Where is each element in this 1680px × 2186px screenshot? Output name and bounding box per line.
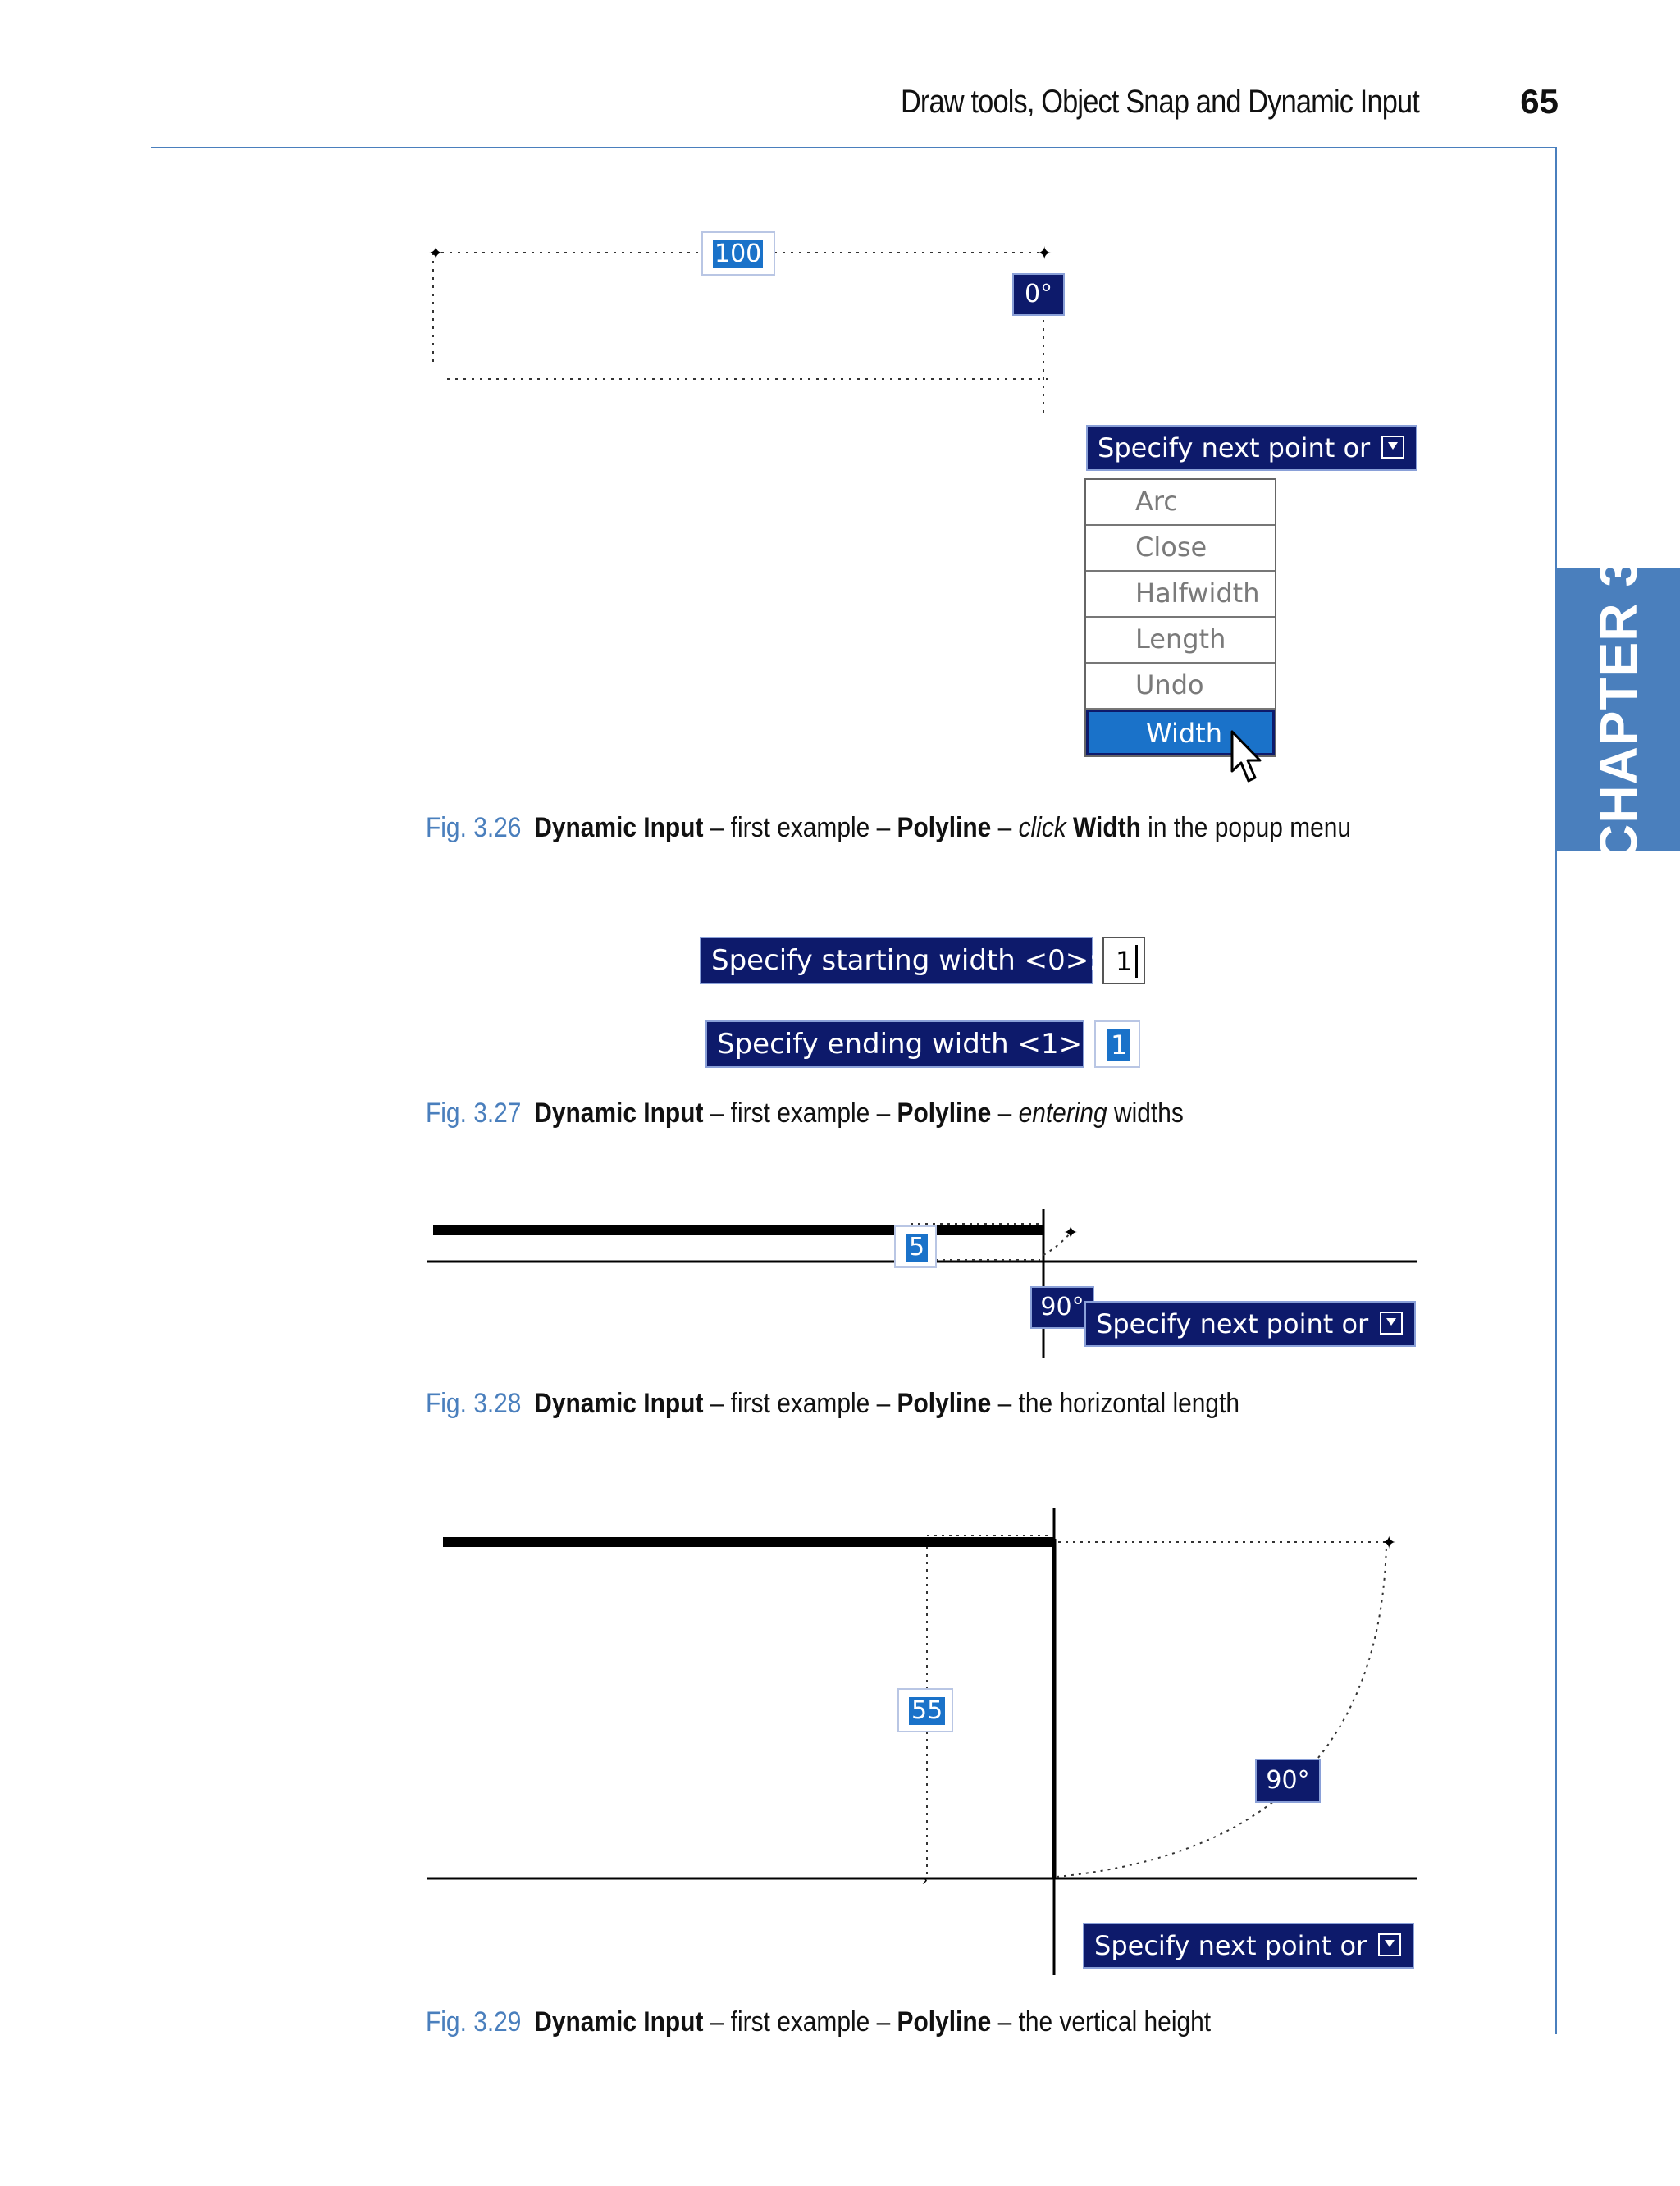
fig28-caption-sep1: – first example –: [703, 1388, 897, 1419]
fig28-caption-number: Fig. 3.28: [426, 1388, 522, 1419]
fig27-start-width-value: 1: [1116, 945, 1138, 978]
fig27-end-width-value: 1: [1107, 1029, 1130, 1061]
fig29-length-value: 55: [909, 1697, 945, 1725]
fig27-caption-title: Dynamic Input: [534, 1098, 704, 1129]
menu-item-length[interactable]: Length: [1086, 618, 1275, 664]
svg-text:✦: ✦: [428, 243, 444, 263]
fig27-end-width-prompt: Specify ending width <1>:: [705, 1020, 1084, 1068]
fig29-caption-number: Fig. 3.29: [426, 2006, 522, 2038]
menu-item-close[interactable]: Close: [1086, 526, 1275, 572]
fig26-length-value: 100: [714, 240, 762, 268]
fig28-caption-title: Dynamic Input: [534, 1388, 704, 1419]
svg-text:›: ›: [922, 1871, 928, 1889]
fig27-caption-rest: widths: [1107, 1098, 1184, 1129]
svg-text:✦: ✦: [1037, 243, 1052, 263]
fig29-caption-rest: – the vertical height: [991, 2006, 1212, 2038]
menu-item-halfwidth[interactable]: Halfwidth: [1086, 572, 1275, 618]
fig26-caption-number: Fig. 3.26: [426, 812, 522, 843]
menu-item-width[interactable]: Width: [1086, 710, 1275, 755]
fig27-caption-command: Polyline: [897, 1098, 992, 1129]
fig28-length-value: 5: [906, 1234, 928, 1262]
page-number: 65: [1520, 82, 1559, 121]
fig29-caption: [426, 2006, 1211, 2038]
fig29-caption-command: Polyline: [897, 2006, 992, 2038]
svg-text:✦: ✦: [1381, 1532, 1397, 1553]
svg-text:✦: ✦: [1063, 1222, 1079, 1243]
menu-item-arc[interactable]: Arc: [1086, 480, 1275, 526]
fig27-caption-sep1: – first example –: [703, 1098, 897, 1129]
fig28-caption-rest: – the horizontal length: [991, 1388, 1240, 1419]
fig27-start-width-prompt: Specify starting width <0>:: [700, 937, 1093, 984]
fig26-caption-verb: click: [1018, 812, 1066, 843]
menu-item-undo[interactable]: Undo: [1086, 664, 1275, 710]
fig28-prompt-text: Specify next point or: [1096, 1308, 1369, 1339]
fig26-prompt-text: Specify next point or: [1098, 432, 1371, 463]
running-header-title: Draw tools, Object Snap and Dynamic Input: [900, 84, 1419, 120]
fig29-length-input[interactable]: [897, 1688, 953, 1732]
fig29-angle-tooltip: 90°: [1255, 1759, 1321, 1803]
fig26-caption-sep1: – first example –: [703, 812, 897, 843]
fig26-caption-sep2: –: [991, 812, 1019, 843]
fig29-caption-sep1: – first example –: [703, 2006, 897, 2038]
fig28-caption-command: Polyline: [897, 1388, 992, 1419]
chapter-tab-label: CHAPTER 3: [1589, 557, 1648, 862]
fig28-angle-tooltip: 90°: [1030, 1286, 1094, 1329]
fig29-prompt-tooltip[interactable]: [1083, 1923, 1414, 1969]
fig27-caption-verb: entering: [1018, 1098, 1107, 1129]
dropdown-arrow-icon[interactable]: [1378, 1933, 1401, 1956]
fig26-caption-object: Width: [1073, 812, 1141, 843]
fig29-prompt-text: Specify next point or: [1094, 1930, 1367, 1961]
fig29-caption-title: Dynamic Input: [534, 2006, 704, 2038]
fig27-caption-number: Fig. 3.27: [426, 1098, 522, 1129]
fig26-angle-tooltip: 0°: [1012, 273, 1065, 316]
fig27-caption-sep2: –: [991, 1098, 1019, 1129]
fig26-caption-command: Polyline: [897, 812, 992, 843]
fig26-caption-rest: in the popup menu: [1140, 812, 1352, 843]
fig26-caption-title: Dynamic Input: [534, 812, 704, 843]
